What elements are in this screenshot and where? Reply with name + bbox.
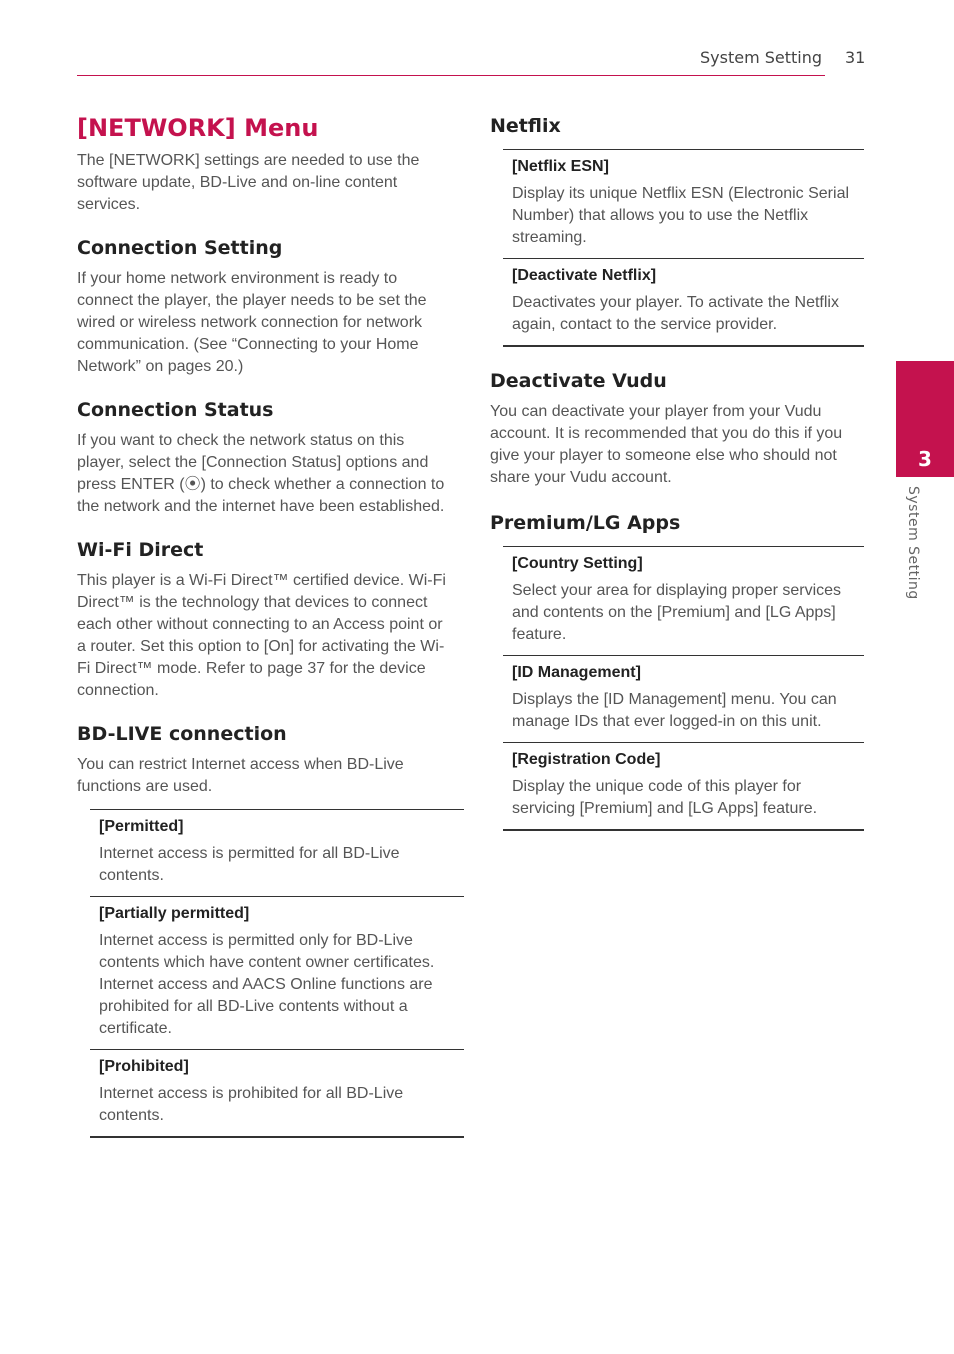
option-body: Display its unique Netflix ESN (Electronic Serial Number) that allows you to use the Netflix streaming. xyxy=(512,185,850,246)
option-title: [Deactivate Netflix] xyxy=(512,267,657,284)
section-body: If you want to check the network status on this player, select the [Connection Status] options and press ENTER (⦿) to check whether a connection to the network and the internet have been established. xyxy=(77,432,445,515)
section-premium-lg-apps xyxy=(490,511,864,831)
option-item xyxy=(503,258,864,345)
section-wifi-direct xyxy=(77,538,451,702)
option-title: [Prohibited] xyxy=(99,1058,189,1075)
section-body: You can deactivate your player from your Vudu account. It is recommended that you do this if you give your player to someone else who should not share your Vudu account. xyxy=(490,403,843,486)
chapter-label: System Setting xyxy=(905,486,921,600)
section-heading: Netflix xyxy=(490,115,561,137)
page-title: [NETWORK] Menu xyxy=(77,114,319,142)
option-title: [Partially permitted] xyxy=(99,905,250,922)
option-body: Internet access is permitted only for BD-Live contents which have content owner certificates. Internet access and AACS Online functions are prohibited for all BD-Live contents without a certificate. xyxy=(99,932,435,1037)
section-body: If your home network environment is ready to connect the player, the player needs to be set the wired or wireless network connection for network communication. (See “Connecting to your Home Network” on pages 20.) xyxy=(77,270,427,375)
section-heading: Wi-Fi Direct xyxy=(77,539,204,561)
section-bdlive-connection xyxy=(77,722,451,1138)
option-body: Displays the [ID Management] menu. You can manage IDs that ever logged-in on this unit. xyxy=(512,691,837,730)
option-item xyxy=(503,742,864,829)
chapter-tab xyxy=(896,361,954,477)
section-heading: Deactivate Vudu xyxy=(490,370,667,392)
section-netflix xyxy=(490,114,864,347)
left-column xyxy=(77,108,451,1158)
section-heading: BD-LIVE connection xyxy=(77,723,287,745)
section-connection-setting xyxy=(77,236,451,378)
option-body: Internet access is permitted for all BD-Live contents. xyxy=(99,845,400,884)
option-title: [Registration Code] xyxy=(512,751,661,768)
option-body: Deactivates your player. To activate the Netflix again, contact to the service provider. xyxy=(512,294,839,333)
option-title: [Netflix ESN] xyxy=(512,158,609,175)
header-divider xyxy=(77,75,825,76)
option-item xyxy=(503,655,864,742)
option-item xyxy=(503,150,864,258)
section-connection-status xyxy=(77,398,451,518)
netflix-options-table xyxy=(503,149,864,347)
option-item xyxy=(503,547,864,655)
option-item xyxy=(90,896,464,1049)
option-body: Internet access is prohibited for all BD-Live contents. xyxy=(99,1085,404,1124)
option-title: [Country Setting] xyxy=(512,555,643,572)
section-body: This player is a Wi-Fi Direct™ certified device. Wi-Fi Direct™ is the technology that devices to connect each other without connecting to an Access point or a router. Set this option to [On] for activating the Wi-Fi Direct™ mode. Refer to page 37 for the device connection. xyxy=(77,572,446,699)
section-heading: Premium/LG Apps xyxy=(490,512,681,534)
chapter-number: 3 xyxy=(918,447,932,471)
option-title: [ID Management] xyxy=(512,664,641,681)
option-item xyxy=(90,1049,464,1136)
option-title: [Permitted] xyxy=(99,818,184,835)
option-body: Display the unique code of this player for servicing [Premium] and [LG Apps] feature. xyxy=(512,778,818,817)
running-header-title: System Setting xyxy=(700,48,823,67)
section-heading: Connection Status xyxy=(77,399,274,421)
option-body: Select your area for displaying proper services and contents on the [Premium] and [LG Apps] feature. xyxy=(512,582,842,643)
page-number: 31 xyxy=(845,48,866,67)
intro-text: The [NETWORK] settings are needed to use the software update, BD-Live and on-line content services. xyxy=(77,152,420,213)
section-body: You can restrict Internet access when BD-Live functions are used. xyxy=(77,756,404,795)
section-heading: Connection Setting xyxy=(77,237,283,259)
section-deactivate-vudu xyxy=(490,369,864,489)
bdlive-options-table xyxy=(90,809,464,1138)
right-column xyxy=(490,108,864,853)
option-item xyxy=(90,810,464,896)
premium-options-table xyxy=(503,546,864,831)
